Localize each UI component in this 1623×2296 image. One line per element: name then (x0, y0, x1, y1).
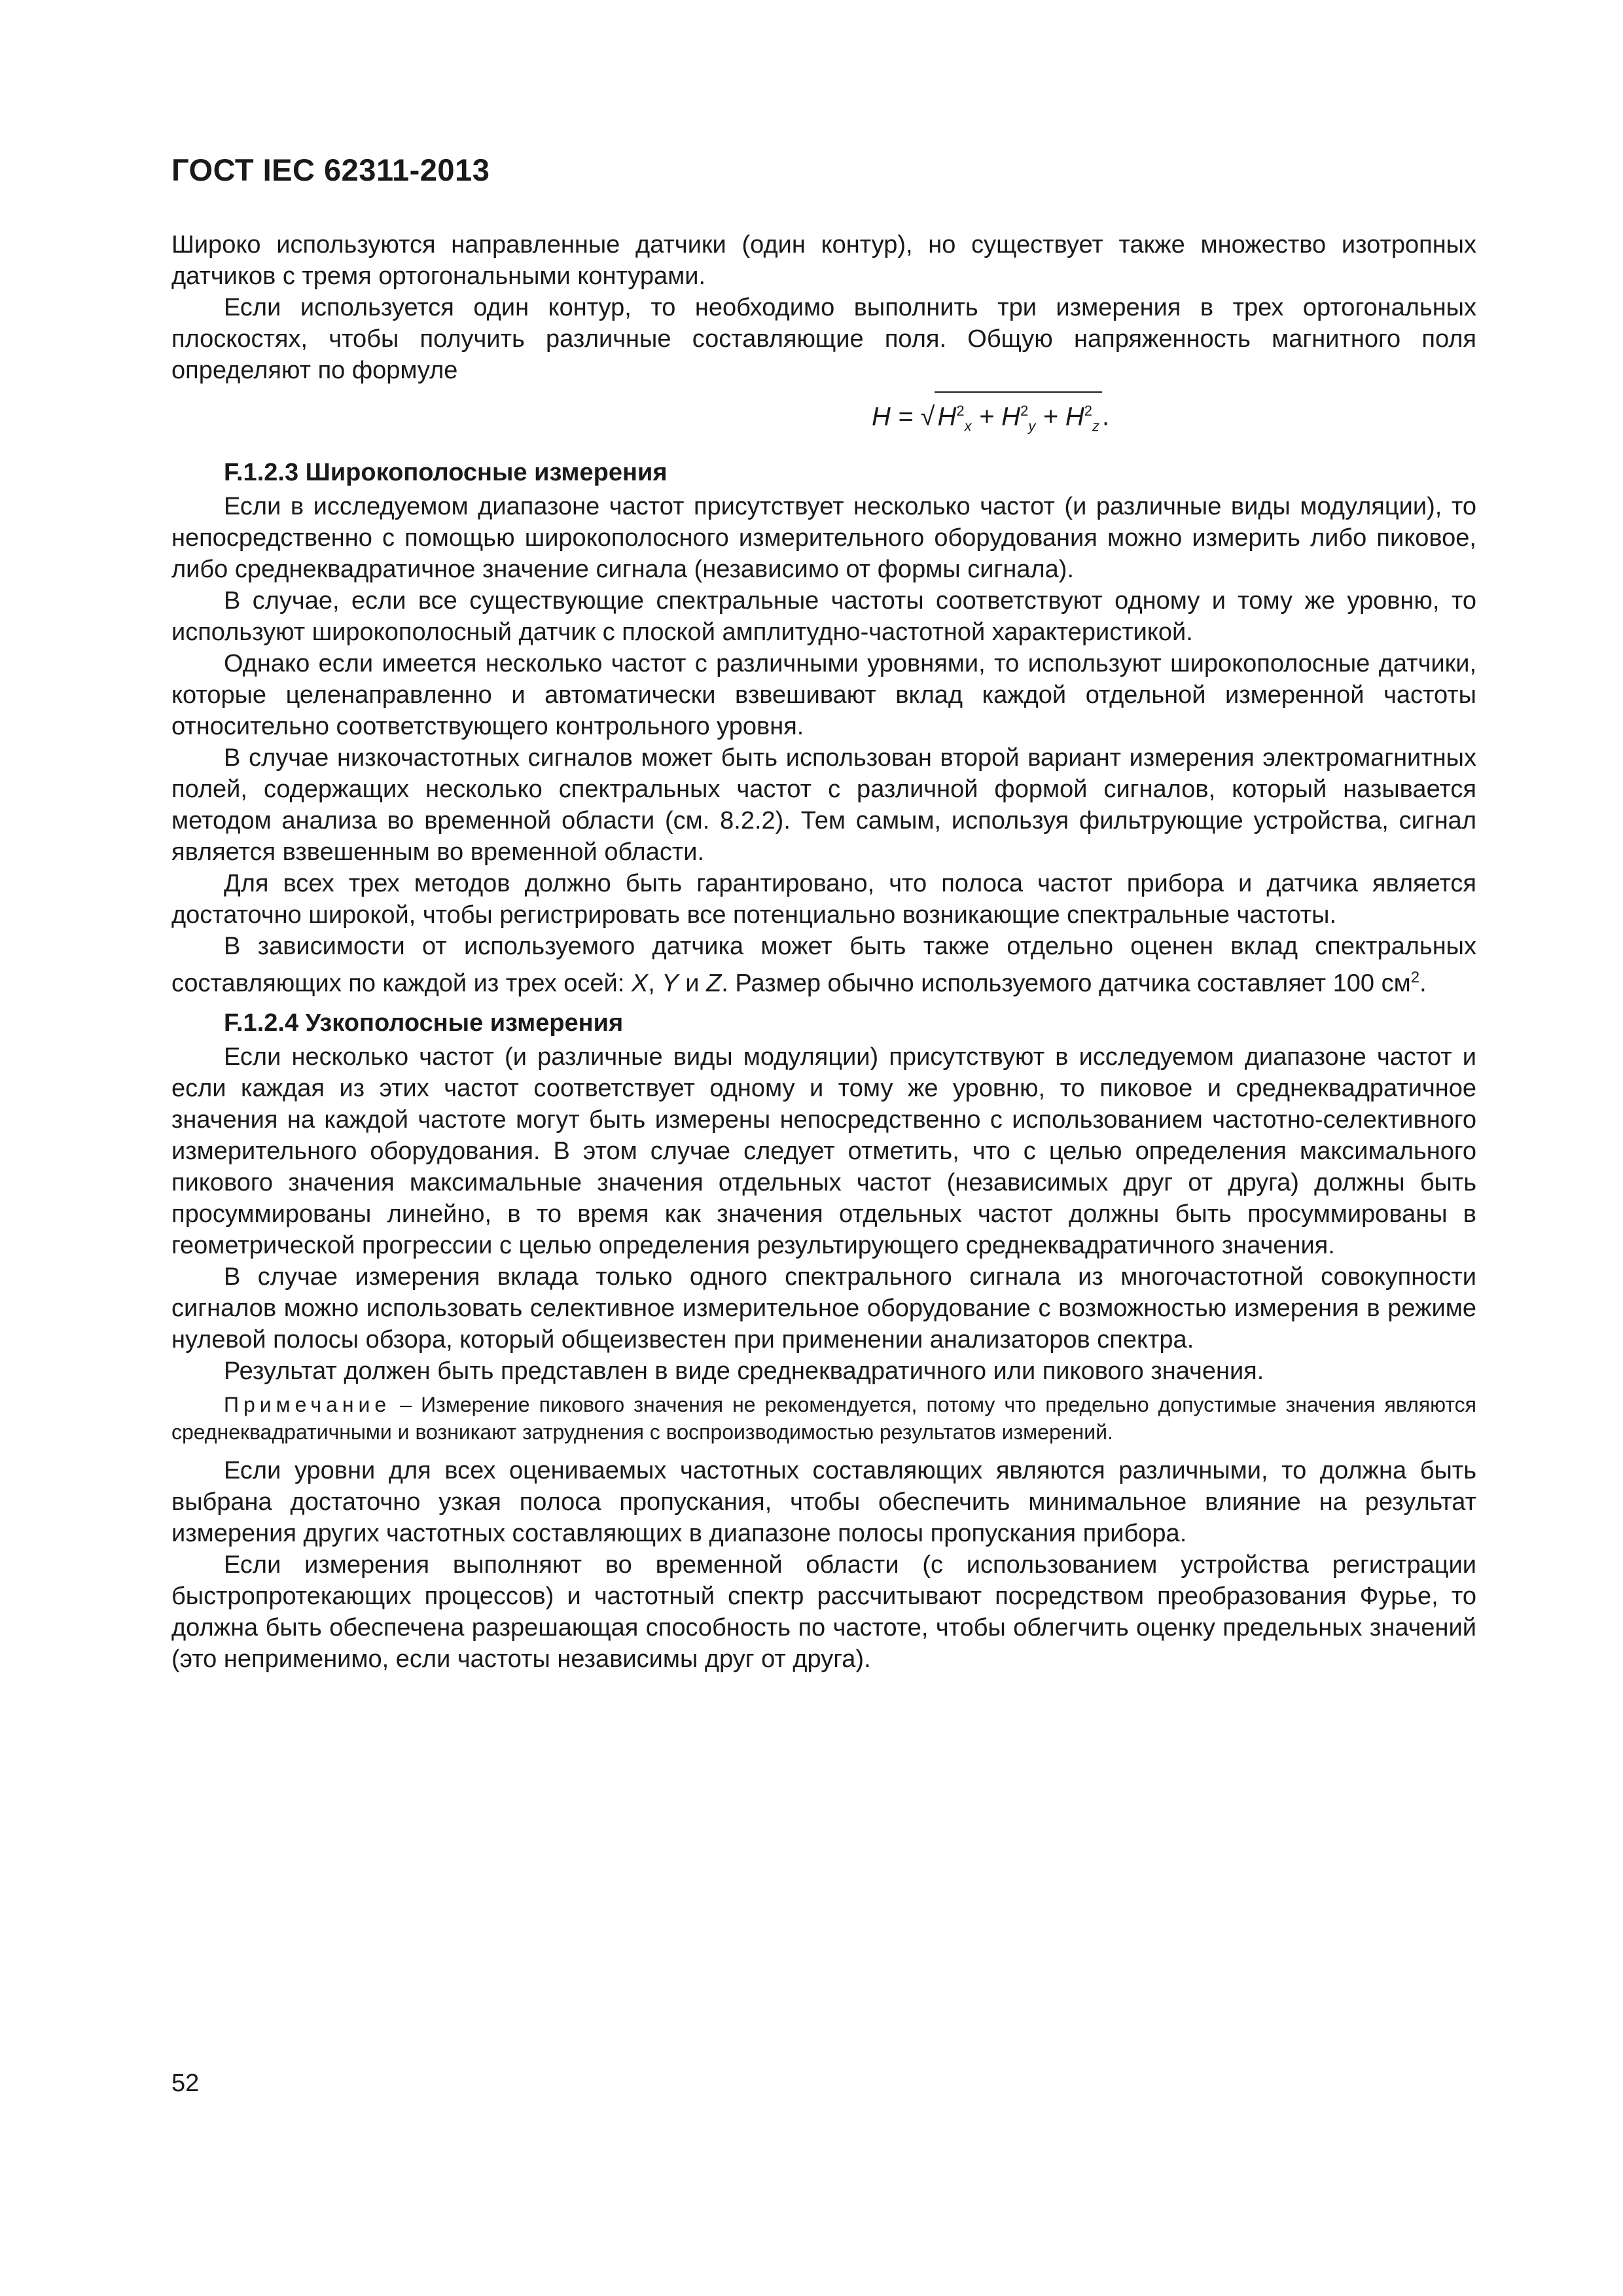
note-label: Примечание (224, 1392, 391, 1416)
text-run: , (648, 969, 662, 997)
formula-term: H (1065, 402, 1084, 431)
formula-exponent: 2 (1020, 403, 1029, 419)
page-number: 52 (171, 2070, 200, 2097)
section-heading: F.1.2.4 Узкополосные измерения (224, 1009, 624, 1037)
formula-plus: + (1035, 402, 1065, 431)
formula-equals: = (890, 402, 921, 431)
paragraph: Результат должен быть представлен в виде среднеквадратичного или пикового значения. (224, 1357, 1264, 1385)
text-run: и (678, 969, 707, 997)
document-body (171, 229, 1476, 1675)
document-header: ГОСТ IEC 62311-2013 (171, 152, 490, 187)
paragraph: Если в исследуемом диапазоне частот присутствует несколько частот (и различные виды модуляции), то непосредственно с помощью широкополосного измерительного оборудования можно измерить либо пиковое, либо среднеквадратичное значение сигнала (независимо от формы сигнала). (171, 493, 1476, 583)
paragraph: Если используется один контур, то необходимо выполнить три измерения в трех ортогональных плоскостях, чтобы получить различные составляющие поля. Общую напряженность магнитного поля определяют по формуле (171, 294, 1476, 384)
paragraph: Для всех трех методов должно быть гарантировано, что полоса частот прибора и датчика является достаточно широкой, чтобы регистрировать все потенциально возникающие спектральные частоты. (171, 870, 1476, 929)
formula-lhs: H (872, 402, 891, 431)
formula (171, 386, 1476, 449)
axis-y: Y (662, 969, 679, 997)
formula-plus: + (971, 402, 1002, 431)
paragraph: Если измерения выполняют во временной области (с использованием устройства регистрации быстропротекающих процессов) и частотный спектр рассчитывают посредством преобразования Фурье, то должна быть обеспечена разрешающая способность по частоте, чтобы облегчить оценку предельных значений (это неприменимо, если частоты независимы друг от друга). (171, 1551, 1476, 1673)
paragraph (171, 931, 1476, 999)
formula-term: H (1001, 402, 1021, 431)
superscript: 2 (1410, 969, 1420, 986)
text-run: В зависимости от используемого датчика может быть также отдельно оценен вклад спектральных составляющих по каждой из трех осей: (171, 933, 1476, 997)
formula-expression (872, 391, 1109, 442)
note (171, 1391, 1476, 1446)
note-text: – Измерение пикового значения не рекомендуется, потому что предельно допустимые значения являются среднеквадратичными и возникают затруднения с воспроизводимостью результатов измерений. (171, 1392, 1476, 1444)
formula-subscript: y (1028, 418, 1036, 435)
text-run: . (1419, 969, 1427, 997)
paragraph: Если несколько частот (и различные виды модуляции) присутствуют в исследуемом диапазоне частот и если каждая из этих частот соответствует одному и тому же уровню, то пиковое и среднеквадратичное значения на каждой частоте могут быть измерены непосредственно с использованием частотно-селективного измерительного оборудования. В этом случае следует отметить, что с целью определения максимального пикового значения максимальные значения отдельных частот (независимых друг от друга) должны быть просуммированы линейно, в то время как значения отдельных частот должны быть просуммированы в геометрической прогрессии с целью определения результирующего среднеквадратичного значения. (171, 1043, 1476, 1259)
formula-radicand (935, 391, 1102, 442)
text-run: . Размер обычно используемого датчика составляет 100 см (721, 969, 1411, 997)
paragraph: В случае, если все существующие спектральные частоты соответствуют одному и тому же уровню, то используют широкополосный датчик с плоской амплитудно-частотной характеристикой. (171, 587, 1476, 646)
axis-z: Z (706, 969, 722, 997)
formula-subscript: z (1092, 418, 1100, 435)
formula-term: H (937, 402, 957, 431)
formula-exponent: 2 (1084, 403, 1093, 419)
paragraph: Если уровни для всех оцениваемых частотных составляющих являются различными, то должна быть выбрана достаточно узкая полоса пропускания, чтобы обеспечить минимальное влияние на результат измерения других частотных составляющих в диапазоне полосы пропускания прибора. (171, 1456, 1476, 1547)
paragraph: Широко используются направленные датчики (один контур), но существует также множество изотропных датчиков с тремя ортогональными контурами. (171, 231, 1476, 290)
sqrt-sign: √ (920, 402, 935, 431)
paragraph: В случае измерения вклада только одного спектрального сигнала из многочастотной совокупности сигналов можно использовать селективное измерительное оборудование с возможностью измерения в режиме нулевой полосы обзора, который общеизвестен при применении анализаторов спектра. (171, 1263, 1476, 1354)
paragraph: В случае низкочастотных сигналов может быть использован второй вариант измерения электромагнитных полей, содержащих несколько спектральных частот с различной формой сигналов, который называется методом анализа во временной области (см. 8.2.2). Тем самым, используя фильтрующие устройства, сигнал является взвешенным во временной области. (171, 744, 1476, 866)
paragraph: Однако если имеется несколько частот с различными уровнями, то используют широкополосные датчики, которые целенаправленно и автоматически взвешивают вклад каждой отдельной измеренной частоты относительно соответствующего контрольного уровня. (171, 650, 1476, 740)
formula-subscript: x (964, 418, 972, 435)
axis-x: X (631, 969, 649, 997)
section-heading: F.1.2.3 Широкополосные измерения (224, 459, 668, 486)
formula-exponent: 2 (956, 403, 965, 419)
formula-period: . (1102, 402, 1110, 431)
